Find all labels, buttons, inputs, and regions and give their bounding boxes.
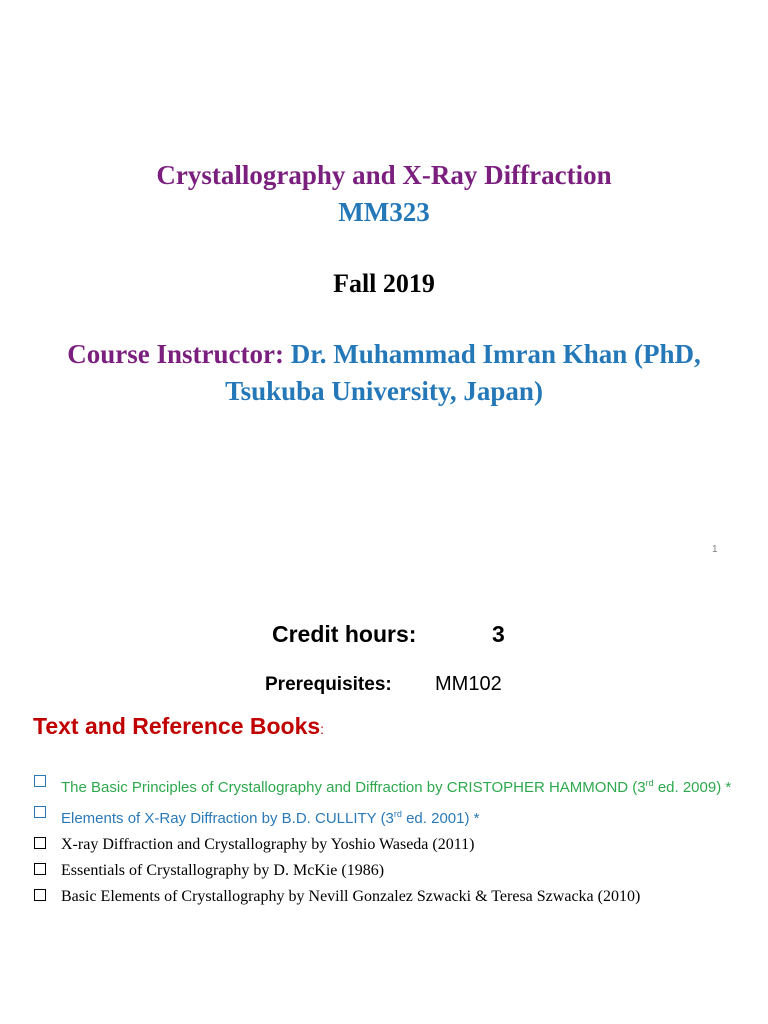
ordinal-suffix: rd: [393, 809, 402, 819]
book-item-hammond: [33, 772, 743, 799]
credit-hours-label: Credit hours:: [272, 621, 417, 647]
book-text: The Basic Principles of Crystallography and Diffraction by CRISTOPHER HAMMOND (3: [61, 779, 646, 796]
book-item-cullity: [33, 803, 743, 830]
book-text: Basic Elements of Crystallography by Nevill Gonzalez Szwacki & Teresa Szwacka (2010): [61, 888, 641, 905]
book-text: Elements of X-Ray Diffraction by B.D. CULLITY (3: [61, 810, 394, 827]
books-heading-text: Text and Reference Books: [33, 713, 321, 739]
checkbox-bullet-icon: [34, 889, 46, 901]
checkbox-bullet-icon: [34, 775, 46, 787]
books-list: [33, 772, 743, 912]
instructor-line: [0, 339, 768, 370]
checkbox-bullet-icon: [34, 806, 46, 818]
book-text: X-ray Diffraction and Crystallography by Yoshio Waseda (2011): [61, 836, 475, 853]
page-number: 1: [712, 544, 718, 555]
book-item-waseda: [33, 834, 743, 856]
checkbox-bullet-icon: [34, 837, 46, 849]
book-text: Essentials of Crystallography by D. McKie (1986): [61, 862, 385, 879]
prerequisites-label: Prerequisites:: [265, 674, 392, 695]
book-item-szwacki: [33, 886, 743, 908]
instructor-affiliation: Tsukuba University, Japan): [225, 376, 543, 406]
credit-hours-value: 3: [492, 621, 505, 647]
checkbox-bullet-icon: [34, 863, 46, 875]
book-text-edition: ed. 2001) *: [401, 810, 480, 827]
prerequisites-value: MM102: [435, 673, 502, 695]
course-title: Crystallography and X-Ray Diffraction: [156, 160, 612, 190]
slide-2: [0, 575, 768, 1024]
books-heading-colon: :: [320, 721, 325, 737]
ordinal-suffix: rd: [645, 778, 654, 788]
book-item-mckie: [33, 860, 743, 882]
books-heading: [33, 713, 324, 740]
book-text-edition: ed. 2009) *: [653, 779, 732, 796]
instructor-label: Course Instructor:: [67, 339, 284, 369]
course-term: Fall 2019: [333, 269, 435, 298]
instructor-name: Dr. Muhammad Imran Khan (PhD,: [290, 339, 701, 369]
course-code: MM323: [338, 197, 430, 227]
